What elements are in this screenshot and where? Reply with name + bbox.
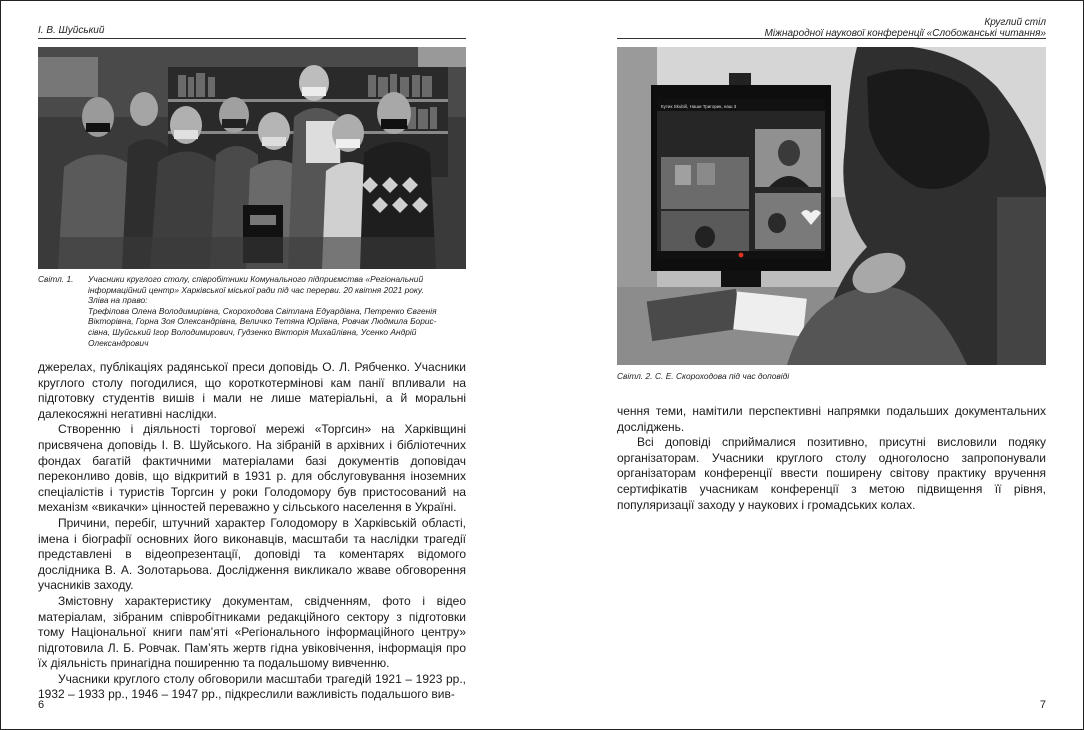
left-body-text <box>38 360 466 703</box>
paragraph: чення теми, намітили перспективні напрямки подальших документальних досліджень. <box>617 404 1046 434</box>
caption-line: Вікторівна, Горна Зоя Олександрівна, Величко Тетяна Юріївна, Ровчак Людмила Борис- <box>88 316 437 327</box>
caption-line: Зліва на право: <box>88 295 148 306</box>
group-photo <box>38 47 466 269</box>
paragraph: Всі доповіді сприймалися позитивно, присутні висловили подяку організаторам. Учасники круглого столу одноголосно запропонували організаторам конференції ввести поширену світову практику вручення сертифікатів учасникам конференції з метою підвищення її рівня, популяризації заходу у наукових і громадських колах. <box>617 435 1046 512</box>
caption-line: Трефілова Олена Володимирівна, Скороходова Світлана Едуардівна, Петренко Євгенія <box>88 305 437 316</box>
header-rule <box>38 38 466 39</box>
paragraph: джерелах, публікаціях радянської преси доповідь О. Л. Рябченко. Учасники круглого столу погодилися, що короткотермінові кам панії впливали на підготовку студентів вишів і мали не лише матеріальні, а й моральні далекосяжні негативні наслідки. <box>38 360 466 421</box>
photo-caption <box>38 274 466 346</box>
caption-label: Світл. 1. <box>38 274 74 284</box>
paragraph: Причини, перебіг, штучний характер Голодомору в Харківській області, імена і біографії основних його виконавців, масштаби та наслідки трагедії представлені в відеопрезентації, доповіді та коментарях відомого дослідника В. А. Золотарьова. Дослідження викликало жваве обговорення учасників заходу. <box>38 515 466 593</box>
caption-line: Учасники круглого столу, співробітники Комунального підприємства «Регіональний <box>88 274 424 284</box>
right-page <box>542 1 1083 729</box>
page-number: 7 <box>1039 699 1046 711</box>
screen-title: Кутик Skubiš, Наши Тригорик, наш 3 <box>661 104 737 109</box>
running-head-author: І. В. Шуйський <box>38 25 105 36</box>
running-head-line: Міжнародної наукової конференції «Слобожанські читання» <box>764 28 1046 39</box>
left-page <box>1 1 542 729</box>
page-number: 6 <box>38 699 45 711</box>
presentation-photo <box>617 47 1046 365</box>
caption-line: сівна, Шуйський Ігор Володимирович, Гудзенко Вікторія Михайлівна, Усенко Андрій <box>88 326 417 337</box>
caption-text: С. Е. Скороходова під час доповіді <box>655 371 790 381</box>
paragraph: Учасники круглого столу обговорили масштаби трагедій 1921 – 1923 рр., 1932 – 1933 рр., 1946 – 1947 рр., підкреслили важливість подальшого вив- <box>38 671 466 702</box>
caption-label: Світл. 2. <box>617 371 653 381</box>
header-rule <box>617 38 1046 39</box>
photo-caption <box>617 371 1046 383</box>
presentation-photo-image <box>617 47 1046 365</box>
group-photo-image <box>38 47 466 269</box>
paragraph: Змістовну характеристику документам, свідченням, фото і відео матеріалам, зібраним співробітниками редакційного сектору з підготовки тому Національної книги пам’яті «Регіонального інформаційного центру» підготовила Л. Б. Ровчак. Пам’ять жертв гідна увіковічення, інформація про їх діяльність принагідна поширенню та подальшому вивченню. <box>38 593 466 671</box>
caption-line: Олександрович <box>88 337 149 348</box>
caption-text <box>88 274 466 348</box>
running-head-line: Круглий стіл <box>984 17 1046 28</box>
right-body-text <box>617 404 1046 513</box>
caption-line: інформаційний центр» Харківської міської ради під час перерви. 20 квітня 2021 року. <box>88 284 424 295</box>
running-head-title <box>765 17 1046 39</box>
paragraph: Створенню і діяльності торгової мережі «Торгсин» на Харківщині присвячена доповідь І. В. Шуйського. На зібраній в архівних і бібліотечних фондах багатій фактичними матеріалами базі документів доповідач переконливо довів, що відкритий в 1931 р. для обслуговування іноземних спеціалістів і туристів Торгсин у роки Голодомору був пристосований на механізм «викачки» цінностей переважно у сільського населення в Україні. <box>38 422 466 515</box>
